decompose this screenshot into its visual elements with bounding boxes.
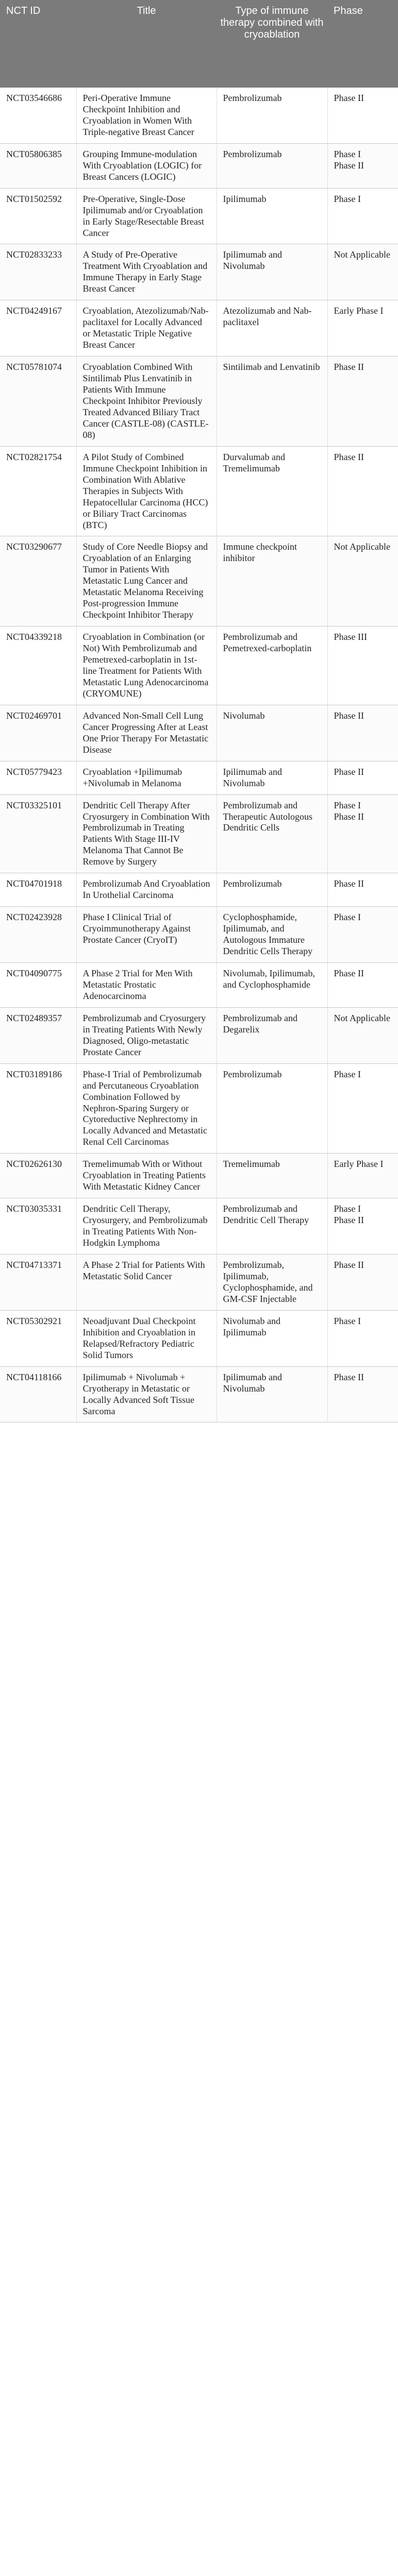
cell-nct-id: NCT04701918 bbox=[0, 873, 76, 907]
table-row bbox=[0, 88, 398, 143]
table-body bbox=[0, 88, 398, 1422]
phase-label: Phase II bbox=[334, 1260, 364, 1270]
table-row bbox=[0, 907, 398, 963]
cell-title: Dendritic Cell Therapy After Cryosurgery in Combination With Pembrolizumab in Treating Patients With Stage III-IV Melanoma That Cannot Be Remove by Surgery bbox=[76, 794, 217, 873]
cell-phase bbox=[327, 761, 398, 794]
phase-label: Not Applicable bbox=[334, 541, 390, 552]
cell-phase bbox=[327, 873, 398, 907]
cell-nct-id: NCT03290677 bbox=[0, 536, 76, 626]
phase-label: Phase I bbox=[334, 148, 361, 159]
cell-therapy-type: Nivolumab and Ipilimumab bbox=[217, 1310, 327, 1366]
phase-label: Phase II bbox=[334, 1371, 364, 1382]
phase-label: Phase II bbox=[334, 811, 364, 822]
cell-title: Phase I Clinical Trial of Cryoimmunotherapy Against Prostate Cancer (CryoIT) bbox=[76, 907, 217, 963]
cell-therapy-type: Pembrolizumab and Therapeutic Autologous Dendritic Cells bbox=[217, 794, 327, 873]
table-row bbox=[0, 1255, 398, 1311]
cell-title: Advanced Non-Small Cell Lung Cancer Progressing After at Least One Prior Therapy For Metastatic Disease bbox=[76, 705, 217, 761]
cell-title: Pembrolizumab and Cryosurgery in Treating Patients With Newly Diagnosed, Oligo-metastatic Prostate Cancer bbox=[76, 1007, 217, 1063]
cell-nct-id: NCT04118166 bbox=[0, 1366, 76, 1422]
cell-therapy-type: Pembrolizumab bbox=[217, 1063, 327, 1154]
table-row bbox=[0, 244, 398, 300]
cell-therapy-type: Sintilimab and Lenvatinib bbox=[217, 357, 327, 447]
header-phase: Phase bbox=[327, 0, 398, 88]
cell-nct-id: NCT02626130 bbox=[0, 1154, 76, 1198]
phase-label: Not Applicable bbox=[334, 1012, 390, 1023]
cell-nct-id: NCT02423928 bbox=[0, 907, 76, 963]
table-row bbox=[0, 705, 398, 761]
table-header bbox=[0, 0, 398, 88]
phase-label: Early Phase I bbox=[334, 1159, 384, 1170]
cell-nct-id: NCT05781074 bbox=[0, 357, 76, 447]
cell-title: Study of Core Needle Biopsy and Cryoablation of an Enlarging Tumor in Patients With Metastatic Lung Cancer and Metastatic Melanoma Receiving Post-progression Immune Checkpoint Inhibitor Therapy bbox=[76, 536, 217, 626]
phase-label: Phase II bbox=[334, 451, 364, 462]
phase-label: Phase I bbox=[334, 800, 361, 810]
cell-nct-id: NCT05302921 bbox=[0, 1310, 76, 1366]
cell-title: Tremelimumab With or Without Cryoablation in Treating Patients With Metastatic Kidney Cancer bbox=[76, 1154, 217, 1198]
phase-label: Phase II bbox=[334, 766, 364, 777]
cell-phase bbox=[327, 143, 398, 188]
table-row bbox=[0, 794, 398, 873]
phase-label: Phase I bbox=[334, 1315, 361, 1326]
cell-phase bbox=[327, 963, 398, 1008]
cell-therapy-type: Ipilimumab and Nivolumab bbox=[217, 761, 327, 794]
cell-therapy-type: Ipilimumab bbox=[217, 188, 327, 244]
cell-therapy-type: Nivolumab bbox=[217, 705, 327, 761]
cell-therapy-type: Pembrolizumab bbox=[217, 873, 327, 907]
cell-nct-id: NCT03546686 bbox=[0, 88, 76, 143]
cell-title: Cryoablation +Ipilimumab +Nivolumab in Melanoma bbox=[76, 761, 217, 794]
cell-nct-id: NCT03189186 bbox=[0, 1063, 76, 1154]
table-row bbox=[0, 536, 398, 626]
cell-phase bbox=[327, 794, 398, 873]
phase-label: Phase II bbox=[334, 93, 364, 103]
cell-phase bbox=[327, 1366, 398, 1422]
cell-phase bbox=[327, 244, 398, 300]
cell-phase bbox=[327, 1310, 398, 1366]
cell-nct-id: NCT04339218 bbox=[0, 626, 76, 705]
phase-label: Phase II bbox=[334, 968, 364, 978]
phase-label: Not Applicable bbox=[334, 249, 390, 260]
cell-nct-id: NCT02469701 bbox=[0, 705, 76, 761]
cell-nct-id: NCT02489357 bbox=[0, 1007, 76, 1063]
cell-title: Cryoablation in Combination (or Not) With Pembrolizumab and Pemetrexed-carboplatin in 1st-line Treatment for Patients With Metastatic Lung Adenocarcinoma (CRYOMUNE) bbox=[76, 626, 217, 705]
cell-therapy-type: Nivolumab, Ipilimumab, and Cyclophosphamide bbox=[217, 963, 327, 1008]
table-row bbox=[0, 300, 398, 357]
cell-phase bbox=[327, 1007, 398, 1063]
cell-nct-id: NCT01502592 bbox=[0, 188, 76, 244]
cell-therapy-type: Pembrolizumab, Ipilimumab, Cyclophosphamide, and GM-CSF Injectable bbox=[217, 1255, 327, 1311]
table-row bbox=[0, 963, 398, 1008]
cell-nct-id: NCT02821754 bbox=[0, 446, 76, 536]
cell-title: Peri-Operative Immune Checkpoint Inhibition and Cryoablation in Women With Triple-negative Breast Cancer bbox=[76, 88, 217, 143]
cell-title: A Pilot Study of Combined Immune Checkpoint Inhibition in Combination With Ablative Therapies in Subjects With Hepatocellular Carcinoma (HCC) or Biliary Tract Carcinomas (BTC) bbox=[76, 446, 217, 536]
table-row bbox=[0, 873, 398, 907]
phase-label: Phase II bbox=[334, 710, 364, 721]
cell-title: A Study of Pre-Operative Treatment With Cryoablation and Immune Therapy in Early Stage Breast Cancer bbox=[76, 244, 217, 300]
phase-label: Phase I bbox=[334, 193, 361, 204]
cell-title: Phase-I Trial of Pembrolizumab and Percutaneous Cryoablation Combination Followed by Nephron-Sparing Surgery or Cytoreductive Nephrectomy in Locally Advanced and Metastatic Renal Cell Carcinomas bbox=[76, 1063, 217, 1154]
cell-title: Cryoablation Combined With Sintilimab Plus Lenvatinib in Patients With Immune Checkpoint Inhibitor Previously Treated Advanced Biliary Tract Cancer (CASTLE-08) (CASTLE-08) bbox=[76, 357, 217, 447]
header-nct-id: NCT ID bbox=[0, 0, 76, 88]
cell-nct-id: NCT05779423 bbox=[0, 761, 76, 794]
cell-phase bbox=[327, 1198, 398, 1255]
cell-therapy-type: Atezolizumab and Nab-paclitaxel bbox=[217, 300, 327, 357]
cell-phase bbox=[327, 536, 398, 626]
cell-therapy-type: Ipilimumab and Nivolumab bbox=[217, 244, 327, 300]
cell-title: Grouping Immune-modulation With Cryoablation (LOGIC) for Breast Cancers (LOGIC) bbox=[76, 143, 217, 188]
cell-therapy-type: Pembrolizumab bbox=[217, 143, 327, 188]
cell-title: Dendritic Cell Therapy, Cryosurgery, and Pembrolizumab in Treating Patients With Non-Hodgkin Lymphoma bbox=[76, 1198, 217, 1255]
cell-therapy-type: Ipilimumab and Nivolumab bbox=[217, 1366, 327, 1422]
cell-phase bbox=[327, 446, 398, 536]
cell-therapy-type: Immune checkpoint inhibitor bbox=[217, 536, 327, 626]
cell-title: A Phase 2 Trial for Patients With Metastatic Solid Cancer bbox=[76, 1255, 217, 1311]
cell-nct-id: NCT04090775 bbox=[0, 963, 76, 1008]
cell-therapy-type: Pembrolizumab and Dendritic Cell Therapy bbox=[217, 1198, 327, 1255]
phase-label: Phase I bbox=[334, 1204, 361, 1214]
cell-phase bbox=[327, 88, 398, 143]
cell-phase bbox=[327, 705, 398, 761]
phase-label: Phase I bbox=[334, 1069, 361, 1079]
table-row bbox=[0, 188, 398, 244]
table-row bbox=[0, 1366, 398, 1422]
header-row bbox=[0, 0, 398, 88]
cell-title: Cryoablation, Atezolizumab/Nab-paclitaxel for Locally Advanced or Metastatic Triple Negative Breast Cancer bbox=[76, 300, 217, 357]
cell-phase bbox=[327, 188, 398, 244]
table-row bbox=[0, 1007, 398, 1063]
cell-therapy-type: Tremelimumab bbox=[217, 1154, 327, 1198]
header-therapy-type: Type of immune therapy combined with cryoablation bbox=[217, 0, 327, 88]
cell-therapy-type: Cyclophosphamide, Ipilimumab, and Autologous Immature Dendritic Cells Therapy bbox=[217, 907, 327, 963]
cell-title: Pre-Operative, Single-Dose Ipilimumab and/or Cryoablation in Early Stage/Resectable Breast Cancer bbox=[76, 188, 217, 244]
cell-title: A Phase 2 Trial for Men With Metastatic Prostatic Adenocarcinoma bbox=[76, 963, 217, 1008]
table-row bbox=[0, 1154, 398, 1198]
table-row bbox=[0, 626, 398, 705]
table-row bbox=[0, 1310, 398, 1366]
cell-therapy-type: Durvalumab and Tremelimumab bbox=[217, 446, 327, 536]
cell-nct-id: NCT02833233 bbox=[0, 244, 76, 300]
cell-phase bbox=[327, 626, 398, 705]
cell-phase bbox=[327, 1063, 398, 1154]
cell-title: Pembrolizumab And Cryoablation In Urothelial Carcinoma bbox=[76, 873, 217, 907]
table-row bbox=[0, 357, 398, 447]
cell-nct-id: NCT04713371 bbox=[0, 1255, 76, 1311]
phase-label: Early Phase I bbox=[334, 306, 384, 316]
cell-title: Ipilimumab + Nivolumab + Cryotherapy in Metastatic or Locally Advanced Soft Tissue Sarcoma bbox=[76, 1366, 217, 1422]
phase-label: Phase II bbox=[334, 1215, 364, 1226]
table-row bbox=[0, 143, 398, 188]
phase-label: Phase II bbox=[334, 878, 364, 889]
phase-label: Phase II bbox=[334, 362, 364, 372]
cell-title: Neoadjuvant Dual Checkpoint Inhibition and Cryoablation in Relapsed/Refractory Pediatric Solid Tumors bbox=[76, 1310, 217, 1366]
cell-phase bbox=[327, 300, 398, 357]
table-row bbox=[0, 446, 398, 536]
cell-therapy-type: Pembrolizumab and Pemetrexed-carboplatin bbox=[217, 626, 327, 705]
cell-phase bbox=[327, 1255, 398, 1311]
table-row bbox=[0, 1063, 398, 1154]
phase-label: Phase I bbox=[334, 912, 361, 923]
header-title: Title bbox=[76, 0, 217, 88]
cell-phase bbox=[327, 1154, 398, 1198]
cell-therapy-type: Pembrolizumab and Degarelix bbox=[217, 1007, 327, 1063]
cell-nct-id: NCT05806385 bbox=[0, 143, 76, 188]
phase-label: Phase II bbox=[334, 160, 364, 171]
table-row bbox=[0, 761, 398, 794]
cell-therapy-type: Pembrolizumab bbox=[217, 88, 327, 143]
cell-nct-id: NCT03035331 bbox=[0, 1198, 76, 1255]
cell-nct-id: NCT04249167 bbox=[0, 300, 76, 357]
table-row bbox=[0, 1198, 398, 1255]
cell-nct-id: NCT03325101 bbox=[0, 794, 76, 873]
cell-phase bbox=[327, 907, 398, 963]
cell-phase bbox=[327, 357, 398, 447]
phase-label: Phase III bbox=[334, 632, 367, 642]
